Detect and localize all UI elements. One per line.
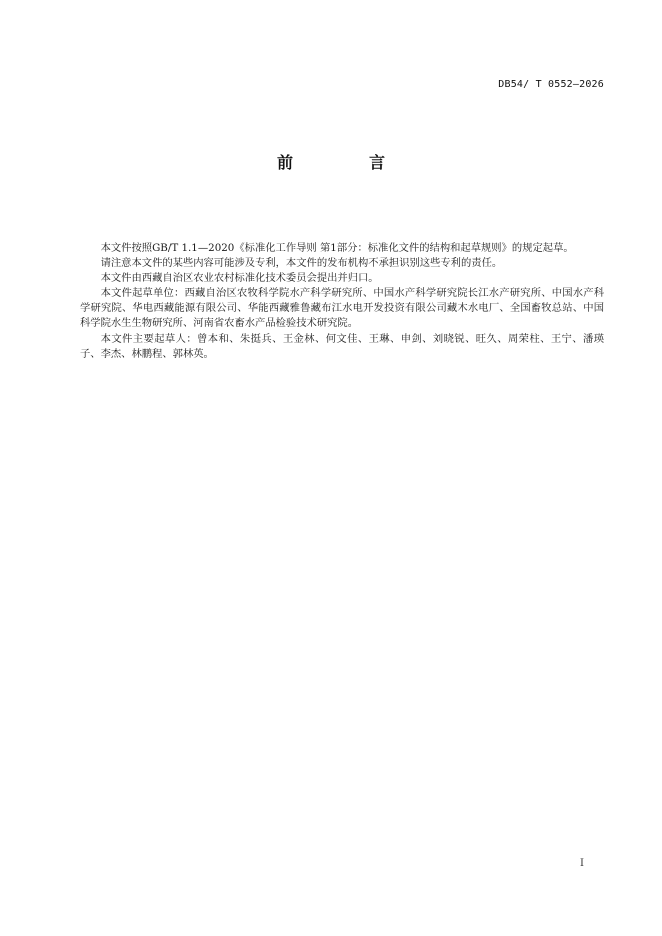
paragraph-patent-notice: 请注意本文件的某些内容可能涉及专利，本文件的发布机构不承担识别这些专利的责任。	[100, 257, 503, 270]
document-code: DB54/ T 0552—2026	[498, 79, 604, 90]
paragraph-drafting-rules: 本文件按照GB/T 1.1—2020《标准化工作导则 第1部分：标准化文件的结构和起草规则》的规定起草。	[100, 242, 574, 254]
paragraph-proposer: 本文件由西藏自治区农业农村标准化技术委员会提出并归口。	[100, 272, 379, 285]
page-number: I	[580, 858, 584, 869]
paragraph-drafters: 本文件主要起草人：曾本和、朱挺兵、王金林、何文佳、王琳、申剑、刘晓锐、旺久、周荣柱、王宁、潘瑛子、李杰、林鹏程、郭林英。	[80, 332, 604, 360]
paragraph-drafting-units: 本文件起草单位：西藏自治区农牧科学院水产科学研究所、中国水产科学研究院长江水产研究所、中国水产科学研究院、华电西藏能源有限公司、华能西藏雅鲁藏布江水电开发投资有限公司藏木水电厂、全国畜牧总站、中国科学院水生生物研究所、河南省农畜水产品检验技术研究院。	[80, 287, 604, 330]
foreword-body	[80, 241, 604, 362]
page-title: 前 言	[276, 153, 415, 172]
